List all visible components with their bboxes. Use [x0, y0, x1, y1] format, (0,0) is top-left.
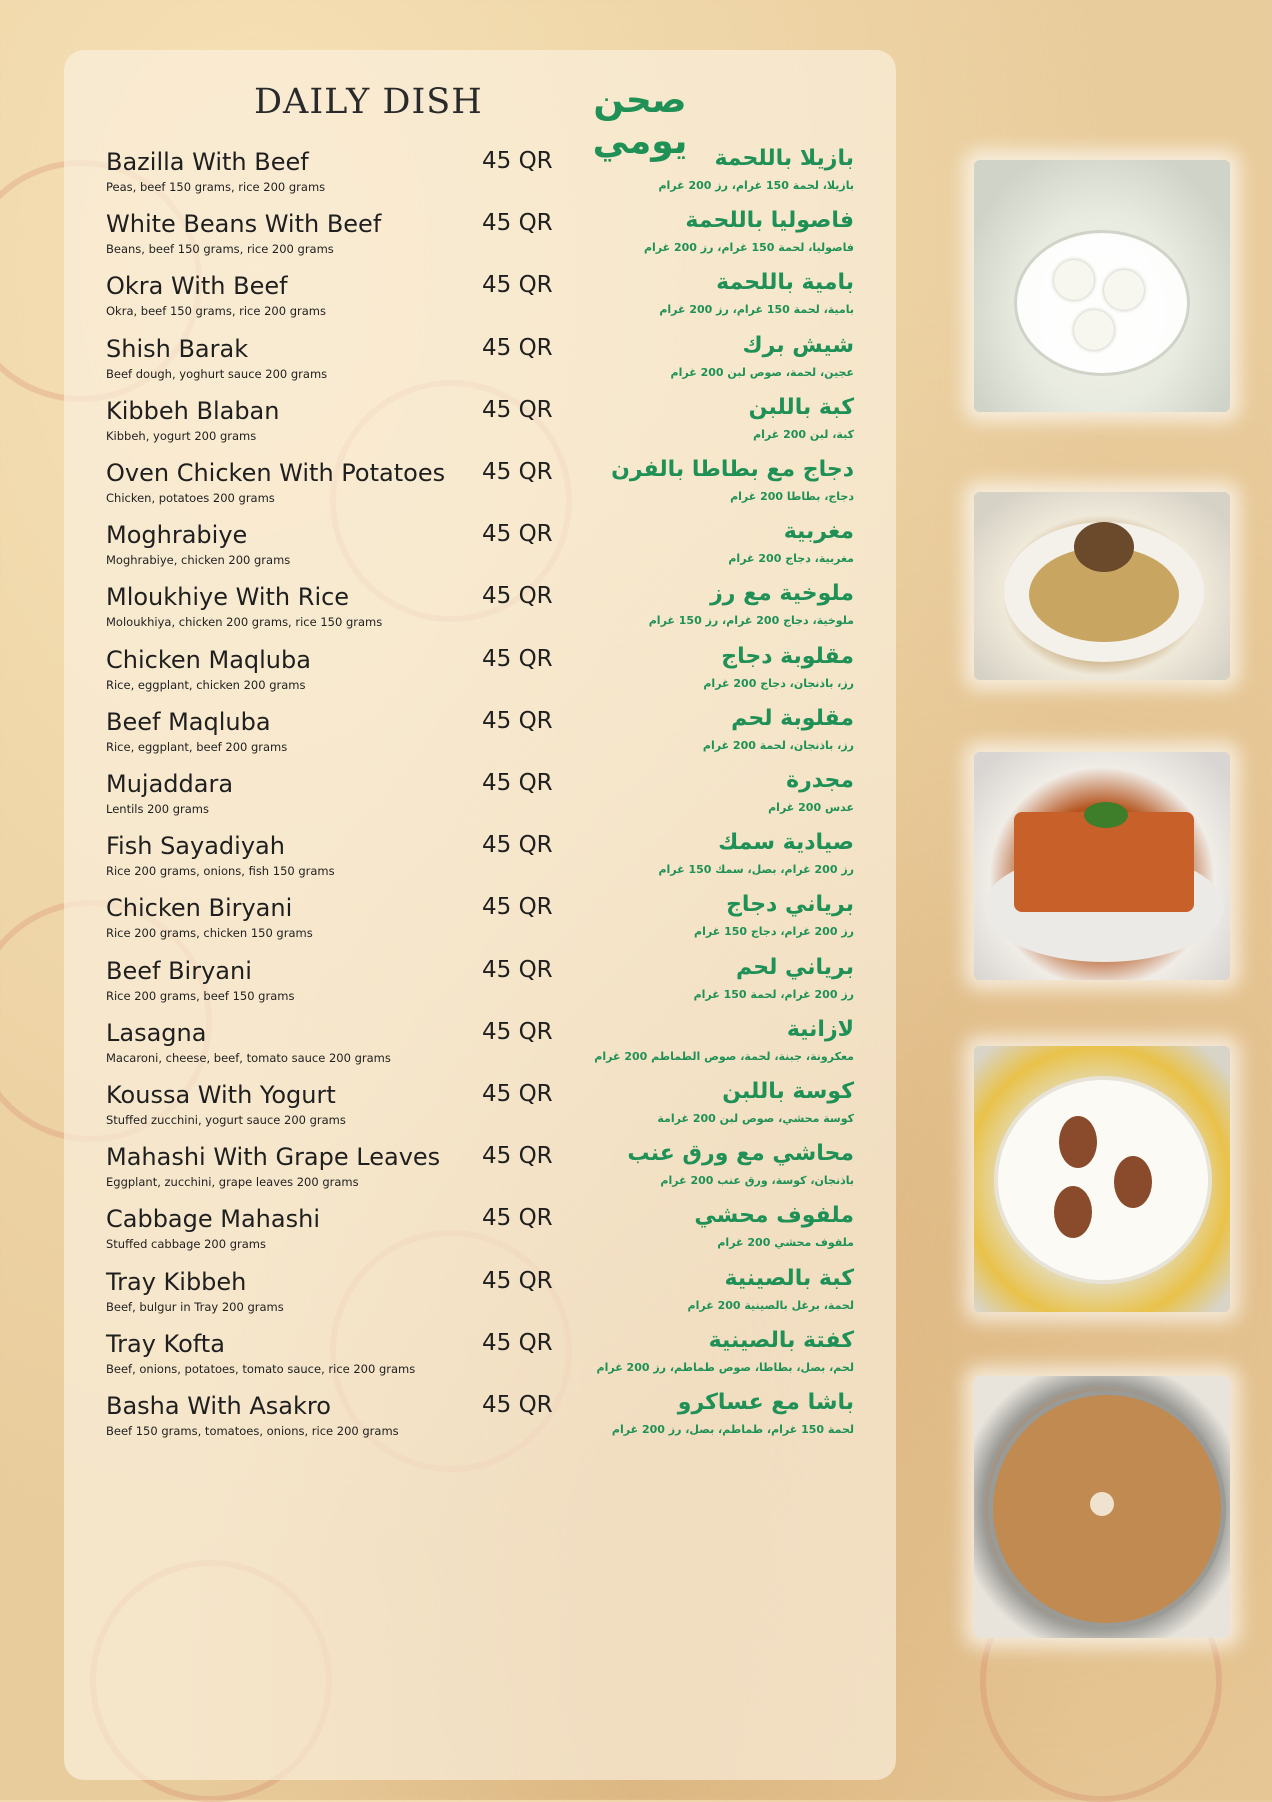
- dish-description-ar: عدس 200 غرام: [768, 801, 854, 814]
- dish-arabic-block: [554, 832, 854, 890]
- dish-arabic-block: [554, 1327, 854, 1388]
- dish-name-ar: ملفوف محشي: [694, 1203, 854, 1229]
- dish-name-ar: مغربية: [783, 519, 854, 545]
- dish-name-ar: كوسة باللبن: [722, 1079, 854, 1104]
- dish-name-en: Lasagna: [106, 1018, 207, 1047]
- dish-price: 45 QR: [482, 583, 553, 610]
- dish-name-en: Fish Sayadiyah: [106, 832, 285, 861]
- menu-item: [0, 770, 900, 828]
- dish-price: 45 QR: [482, 521, 553, 548]
- dish-name-ar: كبة باللبن: [748, 394, 854, 420]
- dish-description-ar: باذنجان، كوسة، ورق عنب 200 غرام: [660, 1174, 854, 1188]
- dish-price: 45 QR: [482, 956, 553, 983]
- menu-item: [0, 894, 900, 952]
- dish-description-en: Rice 200 grams, chicken 150 grams: [106, 926, 313, 941]
- dish-name-ar: مقلوبة دجاج: [721, 643, 854, 669]
- dish-arabic-block: [554, 1205, 854, 1263]
- dish-name-en: Cabbage Mahashi: [106, 1205, 320, 1234]
- dish-name-ar: بامية باللحمة: [716, 270, 854, 296]
- dish-description-en: Macaroni, cheese, beef, tomato sauce 200 grams: [106, 1050, 391, 1065]
- dish-arabic-block: [554, 643, 854, 704]
- dish-name-en: Bazilla With Beef: [106, 148, 309, 176]
- dish-name-ar: فاصوليا باللحمة: [685, 208, 854, 234]
- dish-name-en: Basha With Asakro: [106, 1392, 331, 1420]
- dish-name-ar: مجدرة: [786, 768, 854, 793]
- dish-description-ar: ملفوف محشي 200 غرام: [717, 1236, 854, 1250]
- dish-description-ar: رز 200 غرام، دجاج 150 غرام: [694, 925, 854, 939]
- menu-item: [0, 832, 900, 890]
- dish-description-en: Moghrabiye, chicken 200 grams: [106, 553, 291, 568]
- dish-name-en: Moghrabiye: [106, 521, 248, 550]
- dish-arabic-block: [554, 954, 854, 1015]
- dish-description-en: Stuffed cabbage 200 grams: [106, 1237, 266, 1252]
- page-title-ar: صحن يومي: [592, 80, 688, 162]
- dish-arabic-block: [554, 521, 854, 579]
- dish-description-en: Okra, beef 150 grams, rice 200 grams: [106, 304, 326, 319]
- dish-name-en: Mloukhiye With Rice: [106, 583, 350, 612]
- dish-name-ar: باشا مع عساكرو: [677, 1390, 854, 1415]
- menu-item: [0, 459, 900, 517]
- dish-description-ar: لحمة، برغل بالصينية 200 غرام: [687, 1298, 854, 1312]
- dish-description-ar: لحمة 150 غرام، طماطم، بصل، رز 200 غرام: [611, 1423, 854, 1436]
- dish-arabic-block: [554, 770, 854, 828]
- dish-arabic-block: [554, 1016, 854, 1077]
- dish-name-en: Tray Kofta: [106, 1329, 225, 1358]
- dish-price: 45 QR: [482, 272, 553, 299]
- shish-barak-photo: [974, 160, 1230, 412]
- dish-description-en: Rice, eggplant, chicken 200 grams: [106, 677, 306, 692]
- dish-name-en: Mujaddara: [106, 770, 234, 798]
- dish-name-en: Beef Biryani: [106, 956, 252, 985]
- dish-price: 45 QR: [482, 210, 553, 237]
- dish-price: 45 QR: [482, 707, 553, 734]
- dish-description-en: Peas, beef 150 grams, rice 200 grams: [106, 180, 326, 194]
- dish-description-en: Beans, beef 150 grams, rice 200 grams: [106, 242, 334, 257]
- dish-description-ar: كوسة محشي، صوص لبن 200 غرامة: [657, 1112, 854, 1125]
- menu-item: [0, 394, 900, 455]
- dish-arabic-block: [554, 332, 854, 393]
- dish-description-ar: رز، باذنجان، لحمة 200 غرام: [702, 738, 854, 752]
- menu-item: [0, 705, 900, 766]
- dish-description-en: Rice, eggplant, beef 200 grams: [106, 739, 288, 754]
- dish-description-en: Beef dough, yoghurt sauce 200 grams: [106, 366, 328, 381]
- dish-name-en: Shish Barak: [106, 334, 249, 363]
- dish-description-ar: رز 200 غرام، بصل، سمك 150 غرام: [658, 863, 854, 877]
- dish-arabic-block: [554, 394, 854, 455]
- dish-name-en: Chicken Maqluba: [106, 645, 311, 674]
- dish-description-ar: لحم، بصل، بطاطا، صوص طماطم، رز 200 غرام: [596, 1360, 854, 1374]
- page-title-en: DAILY DISH: [254, 82, 483, 122]
- dish-price: 45 QR: [482, 459, 553, 485]
- dish-description-ar: رز، باذنجان، دجاج 200 غرام: [703, 676, 854, 690]
- dish-name-ar: برياني دجاج: [726, 892, 854, 918]
- dish-name-en: Mahashi With Grape Leaves: [106, 1143, 441, 1172]
- menu-item: [0, 1016, 900, 1077]
- dish-description-en: Moloukhiya, chicken 200 grams, rice 150 grams: [106, 615, 383, 630]
- dish-price: 45 QR: [482, 1329, 553, 1356]
- lasagna-photo: [974, 752, 1230, 980]
- tray-kibbeh-photo: [974, 1376, 1230, 1638]
- dish-name-en: Oven Chicken With Potatoes: [106, 459, 446, 487]
- dish-description-en: Rice 200 grams, onions, fish 150 grams: [106, 864, 335, 879]
- dish-price: 45 QR: [482, 1392, 553, 1418]
- dish-description-en: Chicken, potatoes 200 grams: [106, 491, 275, 505]
- dish-description-ar: فاصوليا، لحمة 150 غرام، رز 200 غرام: [643, 241, 854, 255]
- dish-name-ar: صيادية سمك: [718, 830, 854, 856]
- dish-description-ar: كبة، لبن 200 غرام: [753, 427, 854, 441]
- dish-arabic-block: [554, 1081, 854, 1139]
- dish-description-ar: معكرونة، جبنة، لحمة، صوص الطماطم 200 غرام: [594, 1049, 854, 1063]
- dish-arabic-block: [554, 1143, 854, 1201]
- dish-name-ar: لازانية: [786, 1016, 854, 1042]
- dish-name-ar: ملوخية مع رز: [710, 581, 854, 607]
- dish-price: 45 QR: [482, 1081, 553, 1107]
- dish-name-en: Okra With Beef: [106, 272, 288, 301]
- menu-item: [0, 1081, 900, 1139]
- dish-arabic-block: [554, 1392, 854, 1450]
- dish-name-ar: دجاج مع بطاطا بالفرن: [611, 457, 854, 482]
- dish-name-ar: محاشي مع ورق عنب: [627, 1141, 854, 1167]
- dish-name-ar: كفتة بالصينية: [708, 1327, 854, 1353]
- dish-arabic-block: [554, 894, 854, 952]
- dish-description-en: Eggplant, zucchini, grape leaves 200 grams: [106, 1175, 359, 1190]
- dish-description-ar: بازيلا، لحمة 150 غرام، رز 200 غرام: [658, 179, 854, 192]
- dish-description-en: Beef, onions, potatoes, tomato sauce, rice 200 grams: [106, 1361, 416, 1376]
- menu-item: [0, 1392, 900, 1450]
- dish-description-ar: مغربية، دجاج 200 غرام: [728, 552, 854, 566]
- menu-item: [0, 210, 900, 268]
- menu-item: [0, 1205, 900, 1263]
- dish-description-ar: رز 200 غرام، لحمة 150 غرام: [693, 987, 854, 1001]
- dish-name-en: Koussa With Yogurt: [106, 1081, 336, 1109]
- dish-name-en: Tray Kibbeh: [106, 1267, 247, 1296]
- menu-item: [0, 583, 900, 641]
- dish-description-en: Lentils 200 grams: [106, 802, 209, 816]
- dish-description-en: Kibbeh, yogurt 200 grams: [106, 428, 257, 443]
- kibbeh-blaban-photo: [974, 1046, 1230, 1312]
- dish-description-en: Beef 150 grams, tomatoes, onions, rice 200 grams: [106, 1424, 399, 1438]
- dish-arabic-block: [554, 705, 854, 766]
- dish-price: 45 QR: [482, 148, 553, 174]
- dish-name-ar: شيش برك: [742, 332, 854, 358]
- dish-name-en: Chicken Biryani: [106, 894, 293, 923]
- dish-description-ar: دجاج، بطاطا 200 غرام: [730, 490, 854, 503]
- dish-price: 45 QR: [482, 1205, 553, 1232]
- dish-price: 45 QR: [482, 645, 553, 672]
- dish-arabic-block: [554, 583, 854, 641]
- dish-name-en: White Beans With Beef: [106, 210, 382, 239]
- dish-arabic-block: [554, 459, 854, 517]
- dish-price: 45 QR: [482, 334, 553, 361]
- menu-item: [0, 521, 900, 579]
- dish-arabic-block: [554, 1265, 854, 1326]
- menu-item: [0, 272, 900, 330]
- dish-arabic-block: [554, 272, 854, 330]
- dish-arabic-block: [554, 148, 854, 206]
- dish-name-ar: كبة بالصينية: [724, 1265, 854, 1291]
- dish-name-ar: برياني لحم: [735, 954, 854, 980]
- menu-item: [0, 954, 900, 1015]
- dish-description-ar: عجين، لحمة، صوص لبن 200 غرام: [670, 365, 854, 379]
- menu-item: [0, 643, 900, 704]
- menu-item: [0, 148, 900, 206]
- dish-description-en: Stuffed zucchini, yogurt sauce 200 grams: [106, 1113, 346, 1127]
- dish-name-en: Kibbeh Blaban: [106, 396, 280, 425]
- dish-price: 45 QR: [482, 396, 553, 423]
- menu-item: [0, 332, 900, 393]
- dish-description-en: Beef, bulgur in Tray 200 grams: [106, 1299, 284, 1314]
- dish-price: 45 QR: [482, 1143, 553, 1170]
- menu-item: [0, 1265, 900, 1326]
- dish-name-ar: بازيلا باللحمة: [714, 146, 854, 171]
- moghrabiye-photo: [974, 492, 1230, 680]
- menu-item: [0, 1143, 900, 1201]
- dish-description-ar: بامية، لحمة 150 غرام، رز 200 غرام: [659, 303, 854, 317]
- dish-price: 45 QR: [482, 832, 553, 859]
- dish-description-ar: ملوخية، دجاج 200 غرام، رز 150 غرام: [648, 614, 854, 628]
- dish-price: 45 QR: [482, 770, 553, 796]
- dish-description-en: Rice 200 grams, beef 150 grams: [106, 988, 295, 1003]
- dish-price: 45 QR: [482, 894, 553, 921]
- dish-name-en: Beef Maqluba: [106, 707, 271, 736]
- menu-item: [0, 1327, 900, 1388]
- dish-name-ar: مقلوبة لحم: [731, 705, 854, 731]
- dish-price: 45 QR: [482, 1018, 553, 1045]
- dish-arabic-block: [554, 210, 854, 268]
- dish-price: 45 QR: [482, 1267, 553, 1294]
